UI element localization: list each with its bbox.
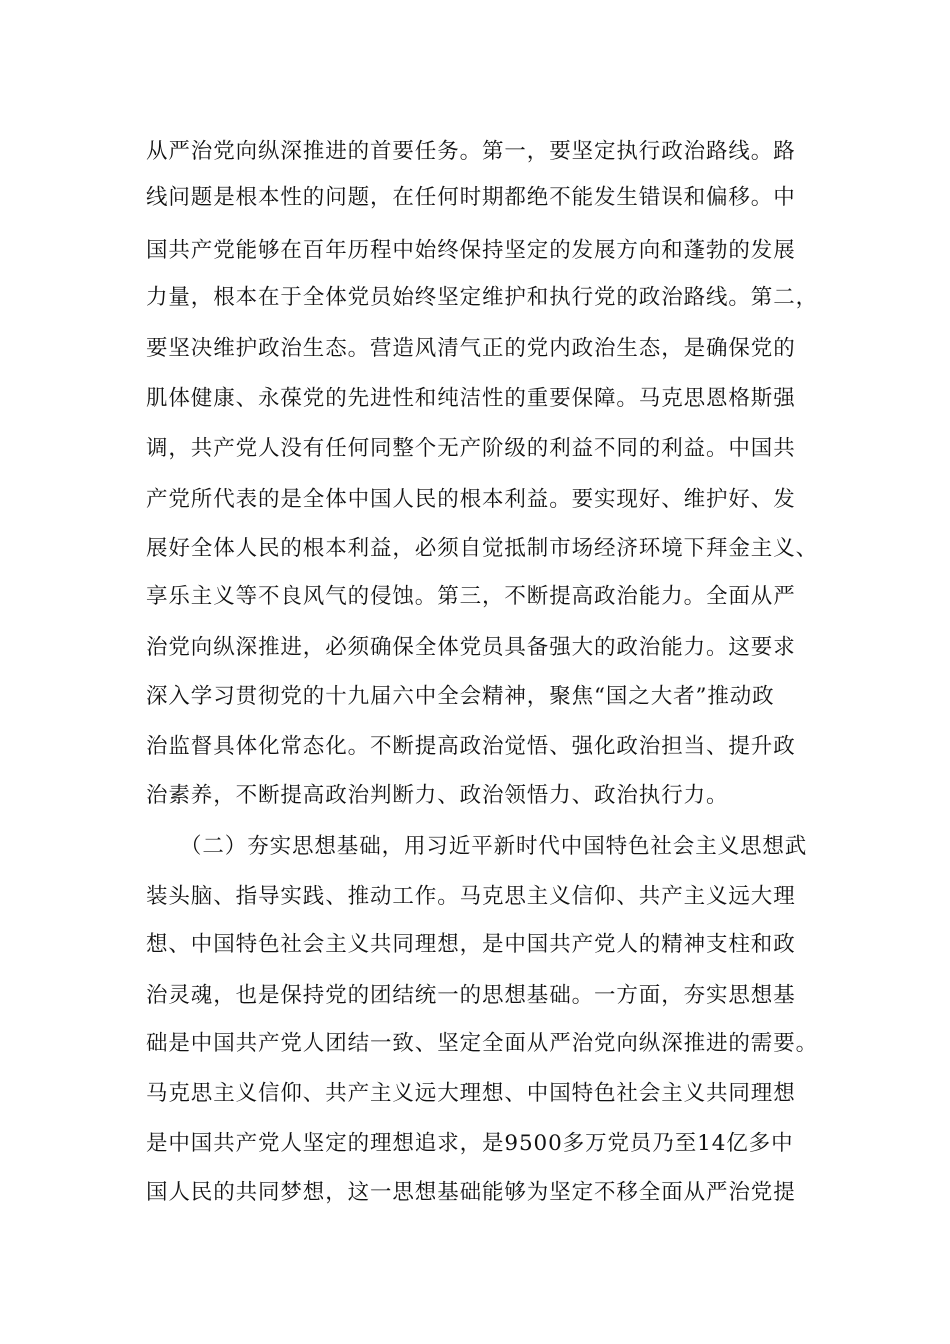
text-line: 要坚决维护政治生态。营造风清气正的党内政治生态，是确保党的: [146, 336, 796, 361]
text-line: 肌体健康、永葆党的先进性和纯洁性的重要保障。马克思恩格斯强: [146, 386, 796, 411]
text-line: 力量，根本在于全体党员始终坚定维护和执行党的政治路线。第二，: [146, 285, 819, 310]
text-line: 想、中国特色社会主义共同理想，是中国共产党人的精神支柱和政: [146, 932, 796, 957]
text-line: 享乐主义等不良风气的侵蚀。第三，不断提高政治能力。全面从严: [146, 584, 796, 609]
text-line: 治党向纵深推进，必须确保全体党员具备强大的政治能力。这要求: [146, 635, 796, 660]
text-line: 产党所代表的是全体中国人民的根本利益。要实现好、维护好、发: [146, 487, 796, 512]
text-line: 是中国共产党人坚定的理想追求，是9500多万党员乃至14亿多中: [146, 1131, 794, 1156]
paragraph-start-line: （二）夯实思想基础，用习近平新时代中国特色社会主义思想武: [180, 834, 808, 859]
text-line: 治灵魂，也是保持党的团结统一的思想基础。一方面，夯实思想基: [146, 983, 796, 1008]
text-line: 深入学习贯彻党的十九届六中全会精神，聚焦“国之大者”推动政: [146, 684, 775, 709]
text-line: 从严治党向纵深推进的首要任务。第一，要坚定执行政治路线。路: [146, 139, 796, 164]
text-line: 国人民的共同梦想，这一思想基础能够为坚定不移全面从严治党提: [146, 1180, 796, 1205]
text-line: 国共产党能够在百年历程中始终保持坚定的发展方向和蓬勃的发展: [146, 238, 796, 263]
text-line: 装头脑、指导实践、推动工作。马克思主义信仰、共产主义远大理: [146, 884, 796, 909]
text-line: 展好全体人民的根本利益，必须自觉抵制市场经济环境下拜金主义、: [146, 536, 819, 561]
text-line: 线问题是根本性的问题，在任何时期都绝不能发生错误和偏移。中: [146, 185, 796, 210]
text-line: 治监督具体化常态化。不断提高政治觉悟、强化政治担当、提升政: [146, 734, 796, 759]
text-line: 础是中国共产党人团结一致、坚定全面从严治党向纵深推进的需要。: [146, 1031, 819, 1056]
text-line: 治素养，不断提高政治判断力、政治领悟力、政治执行力。: [146, 783, 729, 808]
text-line: 马克思主义信仰、共产主义远大理想、中国特色社会主义共同理想: [146, 1081, 796, 1106]
text-line: 调，共产党人没有任何同整个无产阶级的利益不同的利益。中国共: [146, 436, 796, 461]
